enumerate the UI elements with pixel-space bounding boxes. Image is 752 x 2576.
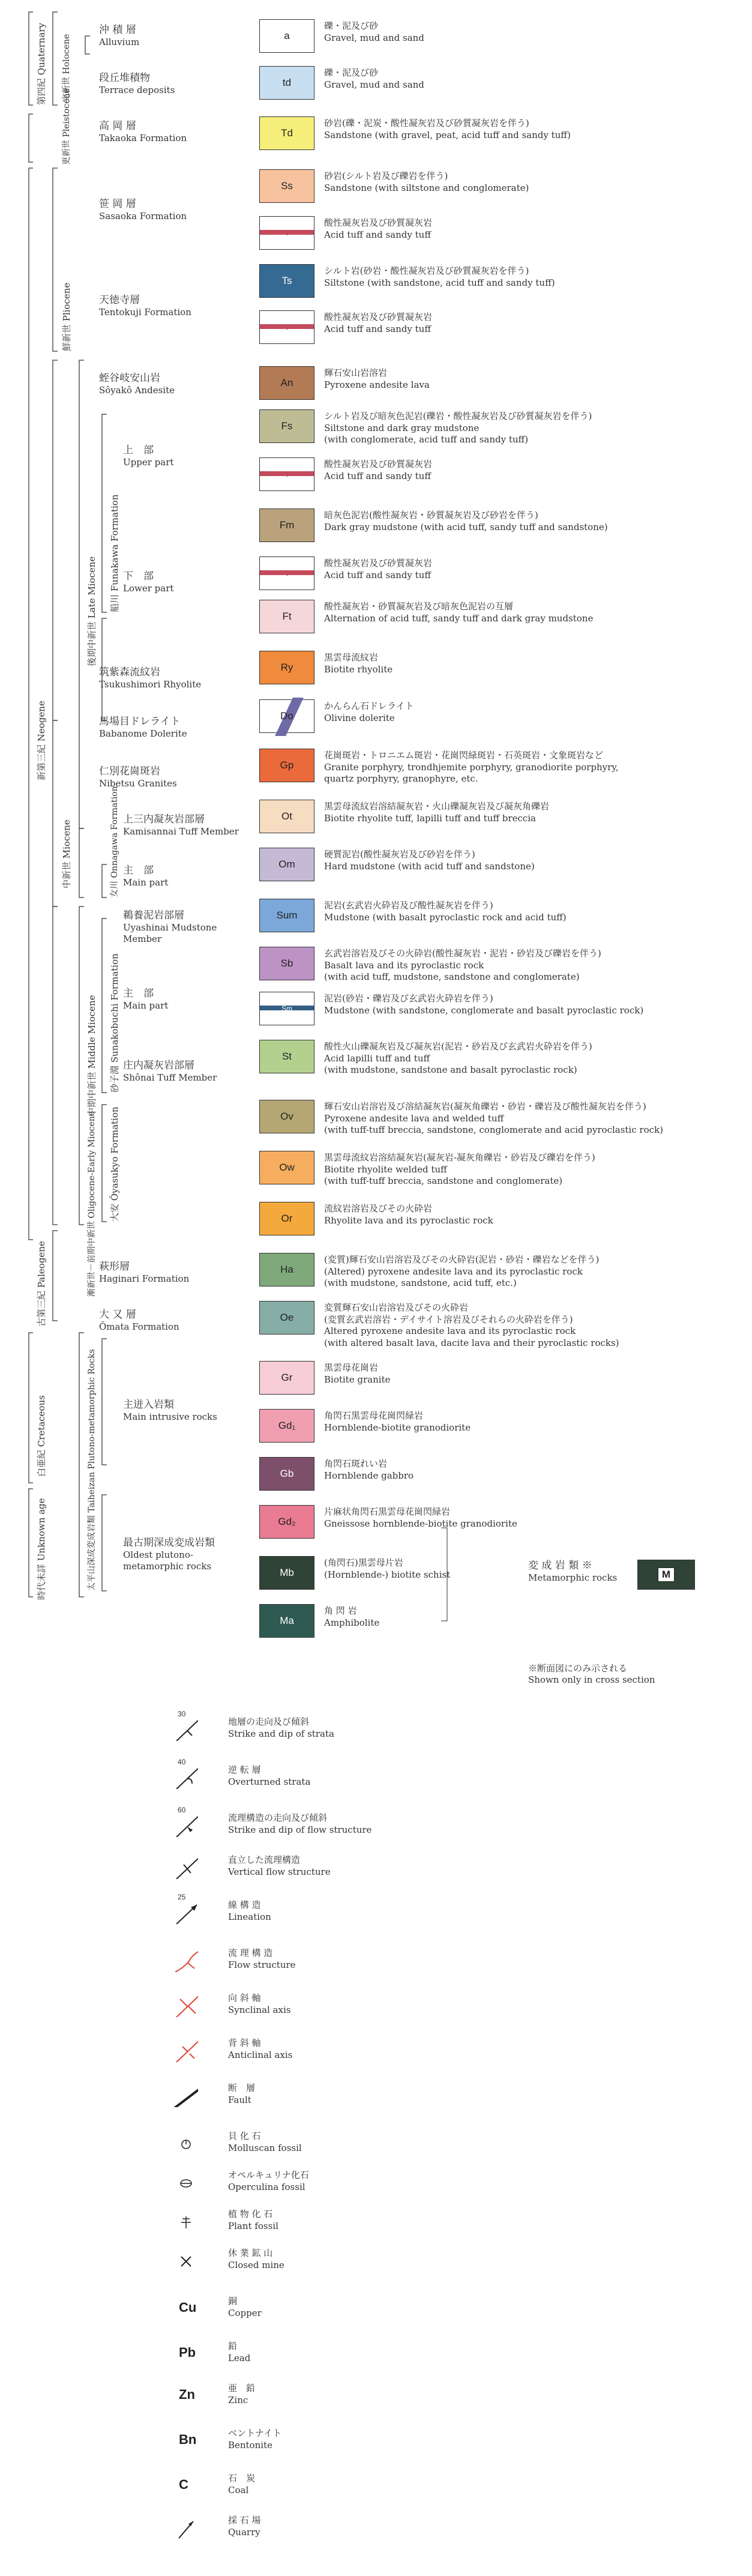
unit-desc-line: (with mudstone, sandstone and basalt pyroclastic rock) bbox=[324, 1064, 577, 1075]
synclinal-axis-icon bbox=[174, 1993, 198, 2017]
symbol-label-ja: 地層の走向及び傾斜 bbox=[228, 1716, 310, 1727]
unit-desc-line: 泥岩(玄武岩火砕岩及び酸性凝灰岩を伴う) bbox=[324, 900, 493, 911]
unit-code-Mb: Mb bbox=[280, 1567, 294, 1578]
fault-icon bbox=[174, 2083, 198, 2107]
symbol-label-en: Flow structure bbox=[228, 1959, 296, 1971]
symbol-dip-value: 25 bbox=[178, 1893, 186, 1901]
unit-box-Ow bbox=[259, 1151, 314, 1184]
unit-desc-line: (with acid tuff, mudstone, sandstone and conglomerate) bbox=[324, 971, 580, 982]
symbol-dip-value: 60 bbox=[178, 1806, 186, 1814]
unit-box-Fs bbox=[259, 409, 314, 443]
flow-structure-icon bbox=[174, 1948, 198, 1972]
symbol-label-ja: オペルキュリナ化石 bbox=[228, 2170, 309, 2180]
unit-desc-line: Hornblende gabbro bbox=[324, 1470, 414, 1481]
symbol-label bbox=[228, 2472, 255, 2497]
unit-desc-Do bbox=[324, 701, 414, 724]
unit-desc-line: Pyroxene andesite lava and welded tuff bbox=[324, 1112, 504, 1124]
unit-box-Sum bbox=[259, 899, 314, 932]
symbol-label-ja: 逆 転 層 bbox=[228, 1764, 261, 1775]
unit-code-Fm: Fm bbox=[279, 519, 295, 531]
unit-desc-line: Siltstone (with sandstone, acid tuff and sandy tuff) bbox=[324, 277, 555, 288]
unit-Gd2-name: 最古期深成変成岩類 Oldest plutono-metamorphic rocks bbox=[123, 1537, 215, 1572]
symbol-label bbox=[228, 1764, 310, 1788]
unit-desc-Mb bbox=[324, 1557, 450, 1581]
unit-desc-line: Acid tuff and sandy tuff bbox=[324, 229, 431, 240]
unit-box-Ss_t bbox=[259, 216, 314, 250]
unit-desc-td bbox=[324, 67, 424, 91]
unit-code-Ry: Ry bbox=[280, 662, 293, 673]
metamorphic-rocks-label: 変 成 岩 類 ※ Metamorphic rocks bbox=[528, 1560, 618, 1584]
unit-box-Gr bbox=[259, 1361, 314, 1395]
symbol-label-en: Molluscan fossil bbox=[228, 2143, 302, 2154]
unit-desc-line: (with mudstone, sandstone, acid tuff, etc.) bbox=[324, 1277, 517, 1288]
unit-box-Oe bbox=[259, 1301, 314, 1335]
symbol-label bbox=[228, 1812, 371, 1836]
symbol-label bbox=[228, 2082, 255, 2107]
unit-desc-Ts_t bbox=[324, 312, 432, 335]
unit-desc-line: Acid tuff and sandy tuff bbox=[324, 470, 431, 481]
unit-box-Ov bbox=[259, 1100, 314, 1133]
unit-desc-line: 輝石安山岩溶岩及び溶結凝灰岩(凝灰角礫岩・砂岩・礫岩及び酸性凝灰岩を伴う) bbox=[324, 1101, 646, 1112]
unit-desc-line: (角閃石)黒雲母片岩 bbox=[324, 1557, 403, 1568]
middle-miocene-label: 中期中新世 Middle Miocene bbox=[86, 995, 97, 1117]
symbol-label-en: Copper bbox=[228, 2308, 262, 2319]
symbol-label bbox=[228, 1947, 296, 1971]
zinc-icon: Zn bbox=[179, 2387, 195, 2402]
unit-desc-line: 礫・泥及び砂 bbox=[324, 67, 379, 78]
unit-code-Do: Do bbox=[280, 710, 293, 722]
symbol-label bbox=[228, 2130, 302, 2155]
unit-desc-Ma bbox=[324, 1605, 379, 1629]
unit-desc-line: Granite porphyry, trondhjemite porphyry, granodiorite porphyry, bbox=[324, 761, 619, 773]
unit-box-Gd2 bbox=[259, 1505, 314, 1539]
symbol-label bbox=[228, 2514, 261, 2539]
late-miocene-label: 後期中新世 Late Miocene bbox=[86, 556, 97, 666]
unit-code-Sum: Sum bbox=[276, 909, 298, 921]
unit-desc-line: 角 閃 岩 bbox=[324, 1605, 357, 1616]
unit-desc-line: (with tuff-tuff breccia, sandstone, conglomerate and acid pyroclastic rock) bbox=[324, 1124, 663, 1135]
paleogene-label: 古第三紀 Paleogene bbox=[36, 1241, 47, 1327]
unit-code-Gd2: Gd₂ bbox=[278, 1516, 296, 1527]
unit-desc-line: Gravel, mud and sand bbox=[324, 79, 424, 90]
unit-box-Ss bbox=[259, 169, 314, 203]
symbol-dip-value: 40 bbox=[178, 1758, 186, 1766]
unit-desc-line: 酸性凝灰岩及び砂質凝灰岩 bbox=[324, 217, 433, 228]
unit-desc-line: 暗灰色泥岩(酸性凝灰岩・砂質凝灰岩及び砂岩を伴う) bbox=[324, 510, 538, 520]
unit-code-Sb: Sb bbox=[280, 958, 293, 969]
unit-desc-Sb bbox=[324, 948, 601, 983]
unit-code-Fm_t: t bbox=[286, 569, 288, 578]
unit-desc-line: Sandstone (with gravel, peat, acid tuff and sandy tuff) bbox=[324, 129, 571, 140]
symbol-label-en: Bentonite bbox=[228, 2440, 272, 2451]
unit-Gp-name: 仁別花崗斑岩 Nibetsu Granites bbox=[99, 765, 177, 789]
unit-Ha-name: 萩形層 Haginari Formation bbox=[99, 1261, 190, 1285]
unit-code-Gb: Gb bbox=[280, 1468, 294, 1479]
holocene-label: 完新世 Holocene bbox=[62, 34, 71, 102]
unit-box-Gb bbox=[259, 1457, 314, 1491]
unit-desc-line: (変質玄武岩溶岩・デイサイト溶岩及びそれらの火砕岩を伴う) bbox=[324, 1314, 573, 1325]
symbol-label-en: Strike and dip of flow structure bbox=[228, 1824, 372, 1836]
unit-box-a bbox=[259, 19, 314, 53]
plant-fossil-icon bbox=[174, 2209, 198, 2233]
unit-desc-Or bbox=[324, 1203, 493, 1226]
flow-structure-strike-icon bbox=[174, 1813, 198, 1837]
symbol-label-ja: 線 構 造 bbox=[228, 1899, 261, 1910]
symbol-label-ja: 鉛 bbox=[228, 2341, 238, 2351]
unit-desc-Ot bbox=[324, 801, 549, 824]
unit-code-An: An bbox=[280, 377, 293, 388]
unit-box-Gp bbox=[259, 749, 314, 782]
unit-desc-line: (with conglomerate, acid tuff and sandy tuff) bbox=[324, 434, 529, 445]
unit-desc-line: Acid tuff and sandy tuff bbox=[324, 569, 431, 581]
unit-desc-Ts bbox=[324, 265, 555, 289]
unit-desc-line: 花崗斑岩・トロニエム斑岩・花崗閃緑斑岩・石英斑岩・文象斑岩など bbox=[324, 750, 604, 761]
symbol-label bbox=[228, 2340, 250, 2365]
unit-box-Fm_t bbox=[259, 557, 314, 590]
unit-desc-Ry bbox=[324, 652, 393, 675]
cretaceous-label: 白亜紀 Cretaceous bbox=[36, 1395, 47, 1477]
unit-desc-Oe bbox=[324, 1302, 619, 1349]
unit-box-Ma bbox=[259, 1604, 314, 1638]
symbol-label bbox=[228, 2427, 281, 2452]
unit-code-a: a bbox=[284, 30, 290, 41]
unit-desc-a bbox=[324, 20, 424, 44]
unit-desc-line: 輝石安山岩溶岩 bbox=[324, 367, 388, 378]
symbol-label-ja: 亜 鉛 bbox=[228, 2383, 256, 2394]
unit-desc-line: Mudstone (with basalt pyroclastic rock and acid tuff) bbox=[324, 911, 567, 923]
unit-desc-Ss bbox=[324, 170, 529, 194]
unit-code-Oe: Oe bbox=[280, 1312, 294, 1323]
symbol-label-en: Lead bbox=[228, 2353, 251, 2364]
unit-desc-Gd2 bbox=[324, 1506, 517, 1530]
unit-desc-Td bbox=[324, 118, 571, 141]
lineation-icon bbox=[174, 1900, 198, 1924]
unit-desc-An bbox=[324, 367, 430, 391]
unit-desc-line: (Hornblende-) biotite schist bbox=[324, 1569, 451, 1580]
symbol-label-ja: 直立した流理構造 bbox=[228, 1854, 301, 1865]
unit-desc-line: 黒雲母流紋岩溶結凝灰岩(凝灰岩-凝灰角礫岩・砂岩及び礫岩を伴う) bbox=[324, 1152, 595, 1163]
pleistocene-label: 更新世 Pleistocene bbox=[62, 88, 71, 165]
lead-icon: Pb bbox=[179, 2345, 196, 2360]
unit-desc-Fm bbox=[324, 510, 608, 533]
unit-box-Gd1 bbox=[259, 1409, 314, 1443]
unit-desc-line: Biotite rhyolite tuff, lapilli tuff and tuff breccia bbox=[324, 812, 536, 824]
unit-box-Ha bbox=[259, 1253, 314, 1286]
unit-desc-line: 硬質泥岩(酸性凝灰岩及び砂岩を伴う) bbox=[324, 849, 475, 860]
unit-Do-name: 馬場目ドレライト Babanome Dolerite bbox=[99, 716, 187, 740]
plutonic-complex-label: 太平山深成変成岩類 Taiheizan Plutono-metamorphic Rocks bbox=[87, 1349, 97, 1591]
funakawa-label: 船川 Funakawa Formation bbox=[109, 494, 120, 612]
pliocene-label: 鮮新世 Pliocene bbox=[61, 282, 72, 351]
unit-box-Sm bbox=[259, 992, 314, 1025]
sunakobuchi-label: 砂子淵 Sunakobuchi Formation bbox=[109, 953, 120, 1093]
symbol-label-ja: 採 石 場 bbox=[228, 2515, 261, 2526]
unit-desc-line: Amphibolite bbox=[324, 1617, 380, 1628]
unit-desc-line: かんらん石ドレライト bbox=[324, 701, 414, 711]
symbol-label-ja: 流理構造の走向及び傾斜 bbox=[228, 1812, 328, 1823]
symbol-label-en: Coal bbox=[228, 2485, 249, 2496]
symbol-label-en: Quarry bbox=[228, 2527, 260, 2538]
symbol-label-ja: 断 層 bbox=[228, 2083, 256, 2093]
unit-td-name: 段丘堆積物 Terrace deposits bbox=[99, 72, 175, 96]
unit-An-name: 蛭谷岐安山岩 Sôyakô Andesite bbox=[99, 372, 175, 396]
copper-icon: Cu bbox=[179, 2300, 197, 2315]
unit-code-Sm: Sm bbox=[281, 1004, 292, 1013]
unit-Ss-name: 笹 岡 層 Sasaoka Formation bbox=[99, 198, 187, 222]
unit-Ot-name: 上三内凝灰岩部層 Kamisannai Tuff Member bbox=[123, 813, 239, 837]
unit-desc-Gd1 bbox=[324, 1410, 471, 1434]
unit-desc-line: 流紋岩溶岩及びその火砕岩 bbox=[324, 1203, 433, 1214]
metamorphic-rocks-box: M bbox=[637, 1560, 695, 1590]
unit-desc-line: 玄武岩溶岩及びその火砕岩(酸性凝灰岩・泥岩・砂岩及び礫岩を伴う) bbox=[324, 948, 601, 959]
unit-desc-line: 酸性凝灰岩・砂質凝灰岩及び暗灰色泥岩の互層 bbox=[324, 601, 514, 612]
unit-desc-line: Alternation of acid tuff, sandy tuff and dark gray mudstone bbox=[324, 612, 594, 624]
unit-Sb-name: 主 部 Main part bbox=[123, 988, 169, 1012]
unit-box-Mb bbox=[259, 1556, 314, 1590]
unit-desc-line: Hornblende-biotite granodiorite bbox=[324, 1422, 471, 1433]
unit-desc-line: 泥岩(砂岩・礫岩及び玄武岩火砕岩を伴う) bbox=[324, 993, 493, 1004]
unit-desc-line: Basalt lava and its pyroclastic rock bbox=[324, 959, 484, 971]
symbol-label-en: Anticlinal axis bbox=[228, 2050, 293, 2061]
unit-desc-line: Acid tuff and sandy tuff bbox=[324, 323, 431, 334]
unit-code-Ot: Ot bbox=[281, 810, 292, 822]
unit-code-Ts: Ts bbox=[281, 275, 292, 286]
unit-desc-Ow bbox=[324, 1152, 595, 1187]
unit-box-Td bbox=[259, 116, 314, 150]
unit-desc-Sm bbox=[324, 993, 643, 1016]
unit-code-Ft: Ft bbox=[282, 611, 292, 622]
symbol-label-ja: 貝 化 石 bbox=[228, 2131, 261, 2141]
unit-desc-line: 黒雲母流紋岩溶結凝灰岩・火山礫凝灰岩及び凝灰角礫岩 bbox=[324, 801, 550, 812]
oyasukyo-label: 大安 Ôyasukyo Formation bbox=[109, 1106, 120, 1222]
unit-desc-line: シルト岩(砂岩・酸性凝灰岩及び砂質凝灰岩を伴う) bbox=[324, 265, 529, 276]
unit-desc-line: 角閃石黒雲母花崗閃緑岩 bbox=[324, 1410, 424, 1421]
unit-code-Ha: Ha bbox=[280, 1264, 293, 1275]
symbol-label-en: Vertical flow structure bbox=[228, 1866, 331, 1878]
unit-box-Or bbox=[259, 1202, 314, 1235]
unit-box-Ot bbox=[259, 800, 314, 833]
unit-code-Ov: Ov bbox=[280, 1111, 293, 1122]
overturned-strata-icon bbox=[174, 1765, 198, 1789]
symbol-label-en: Operculina fossil bbox=[228, 2182, 305, 2193]
symbol-label-en: Lineation bbox=[228, 1911, 271, 1923]
unit-code-Ts_t: t bbox=[286, 323, 288, 331]
unit-code-Ss: Ss bbox=[281, 180, 293, 192]
unit-desc-Gb bbox=[324, 1458, 414, 1482]
unit-desc-Sum bbox=[324, 900, 567, 923]
unit-desc-line: (変質)輝石安山岩溶岩及びその火砕岩(泥岩・砂岩・礫岩などを伴う) bbox=[324, 1254, 600, 1265]
miocene-label: 中新世 Miocene bbox=[61, 819, 72, 888]
operculina-fossil-icon bbox=[174, 2170, 198, 2194]
unit-box-Sb bbox=[259, 947, 314, 980]
symbol-label-ja: 植 物 化 石 bbox=[228, 2209, 273, 2219]
symbol-label bbox=[228, 2382, 255, 2407]
unit-desc-line: Biotite granite bbox=[324, 1374, 391, 1385]
unit-desc-line: Gneissose hornblende-biotite granodiorite bbox=[324, 1518, 517, 1529]
unit-desc-Fs_t bbox=[324, 459, 432, 482]
unit-Ry-name: 筑紫森流紋岩 Tsukushimori Rhyolite bbox=[99, 666, 202, 690]
unit-Oe-name: 大 又 層 Ômata Formation bbox=[99, 1309, 179, 1333]
unit-desc-line: Rhyolite lava and its pyroclastic rock bbox=[324, 1214, 493, 1226]
symbol-dip-value: 30 bbox=[178, 1710, 186, 1718]
symbol-label bbox=[228, 1716, 334, 1740]
unit-box-Ry bbox=[259, 651, 314, 684]
unit-Om-name: 主 部 Main part bbox=[123, 864, 169, 888]
symbol-label-en: Plant fossil bbox=[228, 2221, 278, 2232]
unit-desc-line: 黒雲母花崗岩 bbox=[324, 1362, 379, 1373]
unit-desc-line: 砂岩(礫・泥炭・酸性凝灰岩及び砂質凝灰岩を伴う) bbox=[324, 118, 529, 128]
symbol-label bbox=[228, 2208, 278, 2233]
unit-box-Fs_t bbox=[259, 457, 314, 491]
symbol-label-en: Zinc bbox=[228, 2395, 248, 2406]
unit-desc-Fm_t bbox=[324, 558, 432, 581]
symbol-label bbox=[228, 2037, 292, 2062]
symbol-label-ja: 背 斜 軸 bbox=[228, 2038, 261, 2048]
unit-code-Om: Om bbox=[278, 858, 295, 870]
unit-code-Fs: Fs bbox=[281, 420, 293, 432]
unit-desc-Gp bbox=[324, 750, 619, 785]
quaternary-label: 第四紀 Quaternary bbox=[36, 23, 47, 105]
symbol-label-ja: 流 理 構 造 bbox=[228, 1947, 273, 1958]
unit-box-Om bbox=[259, 848, 314, 881]
unit-code-St: St bbox=[281, 1051, 292, 1062]
vertical-flow-icon bbox=[174, 1855, 198, 1879]
unit-desc-line: Siltstone and dark gray mudstone bbox=[324, 422, 480, 433]
symbol-label-ja: ベントナイト bbox=[228, 2428, 281, 2439]
closed-mine-icon bbox=[174, 2248, 198, 2272]
coal-icon: C bbox=[179, 2477, 188, 2492]
neogene-label: 新第三紀 Neogene bbox=[36, 701, 47, 780]
unit-Fm-name: 下 部 Lower part bbox=[123, 570, 174, 594]
unit-desc-line: 礫・泥及び砂 bbox=[324, 20, 379, 31]
unit-desc-line: Biotite rhyolite welded tuff bbox=[324, 1163, 447, 1175]
unit-desc-line: シルト岩及び暗灰色泥岩(礫岩・酸性凝灰岩及び砂質凝灰岩を伴う) bbox=[324, 411, 592, 421]
unit-code-Gd1: Gd₁ bbox=[278, 1420, 296, 1431]
unit-desc-Ft bbox=[324, 601, 593, 624]
unit-box-St bbox=[259, 1040, 314, 1073]
unit-code-Td: Td bbox=[281, 127, 293, 139]
unit-desc-line: Acid lapilli tuff and tuff bbox=[324, 1052, 430, 1064]
unit-desc-line: 酸性凝灰岩及び砂質凝灰岩 bbox=[324, 312, 433, 322]
unit-desc-line: Biotite rhyolite bbox=[324, 663, 393, 675]
symbol-label-ja: 石 炭 bbox=[228, 2473, 256, 2484]
symbol-label bbox=[228, 1854, 331, 1878]
oligo-early-miocene-label: 漸新世－前期中新世 Oligocene-Early Miocene bbox=[87, 1111, 97, 1297]
unit-desc-line: Gravel, mud and sand bbox=[324, 32, 424, 43]
symbol-label bbox=[228, 1899, 271, 1923]
unit-desc-line: Olivine dolerite bbox=[324, 712, 395, 723]
unit-code-Ma: Ma bbox=[280, 1615, 294, 1626]
unit-box-Ft bbox=[259, 600, 314, 633]
unit-code-Gr: Gr bbox=[281, 1372, 293, 1383]
unit-desc-line: Dark gray mudstone (with acid tuff, sandy tuff and sandstone) bbox=[324, 521, 608, 532]
unit-desc-line: (Altered) pyroxene andesite lava and its pyroclastic rock bbox=[324, 1265, 583, 1277]
unit-box-Fm bbox=[259, 508, 314, 542]
unit-desc-line: 角閃石斑れい岩 bbox=[324, 1458, 388, 1469]
unit-Ts-name: 天徳寺層 Tentokuji Formation bbox=[99, 294, 191, 318]
unit-box-Ts bbox=[259, 264, 314, 298]
symbol-label bbox=[228, 2169, 309, 2194]
unit-desc-line: Pyroxene andesite lava bbox=[324, 379, 430, 390]
symbol-label-en: Fault bbox=[228, 2095, 251, 2106]
symbol-label-en: Overturned strata bbox=[228, 1776, 311, 1788]
unit-code-Or: Or bbox=[281, 1213, 293, 1224]
bentonite-icon: Bn bbox=[179, 2432, 197, 2447]
unit-desc-Fs bbox=[324, 411, 592, 446]
strike-dip-strata-icon bbox=[174, 1717, 198, 1741]
unit-code-Ow: Ow bbox=[279, 1162, 295, 1173]
unit-desc-line: 砂岩(シルト岩及び礫岩を伴う) bbox=[324, 170, 448, 181]
unit-desc-Ss_t bbox=[324, 217, 432, 241]
unit-desc-line: Altered pyroxene andesite lava and its pyroclastic rock bbox=[324, 1326, 576, 1336]
symbol-label-ja: 銅 bbox=[228, 2296, 238, 2306]
cross-section-note: ※断面図にのみ示される Shown only in cross section bbox=[528, 1663, 655, 1685]
unit-desc-line: (with tuff-tuff breccia, sandstone and conglomerate) bbox=[324, 1175, 563, 1186]
unit-desc-line: 変質輝石安山岩溶岩及びその火砕岩 bbox=[324, 1302, 469, 1313]
unit-box-An bbox=[259, 366, 314, 400]
symbol-label bbox=[228, 2295, 262, 2320]
symbol-label-en: Synclinal axis bbox=[228, 2004, 291, 2016]
unit-Fs-name: 上 部 Upper part bbox=[123, 444, 174, 468]
unit-desc-Om bbox=[324, 849, 535, 872]
unit-St-name: 庄内凝灰岩部層 Shônai Tuff Member bbox=[123, 1060, 217, 1084]
unit-code-Gp: Gp bbox=[280, 759, 294, 771]
symbol-label-ja: 向 斜 軸 bbox=[228, 1992, 261, 2003]
unit-Td-name: 高 岡 層 Takaoka Formation bbox=[99, 120, 187, 144]
unit-desc-Ha bbox=[324, 1254, 599, 1290]
unknown-age-label: 時代未詳 Unknown age bbox=[36, 1498, 47, 1600]
unit-desc-line: Hard mudstone (with acid tuff and sandstone) bbox=[324, 860, 535, 872]
quarry-icon bbox=[174, 2515, 198, 2539]
unit-box-td bbox=[259, 66, 314, 100]
unit-Sum-name: 鵜養泥岩部層 Uyashinai Mudstone Member bbox=[123, 909, 217, 944]
unit-desc-line: 黒雲母流紋岩 bbox=[324, 652, 379, 663]
unit-box-Ts_t bbox=[259, 310, 314, 344]
unit-desc-St bbox=[324, 1041, 592, 1076]
unit-desc-line: Mudstone (with sandstone, conglomerate and basalt pyroclastic rock) bbox=[324, 1004, 644, 1016]
unit-desc-line: Sandstone (with siltstone and conglomerate) bbox=[324, 182, 529, 193]
symbol-label bbox=[228, 1992, 290, 2016]
unit-desc-line: 酸性凝灰岩及び砂質凝灰岩 bbox=[324, 558, 433, 569]
unit-desc-line: 酸性火山礫凝灰岩及び凝灰岩(泥岩・砂岩及び玄武岩火砕岩を伴う) bbox=[324, 1041, 592, 1052]
unit-box-Do bbox=[259, 699, 314, 733]
symbol-label bbox=[228, 2247, 284, 2272]
unit-desc-line: (with altered basalt lava, dacite lava and their pyroclastic rocks) bbox=[324, 1337, 619, 1348]
anticlinal-axis-icon bbox=[174, 2038, 198, 2062]
unit-desc-line: 片麻状角閃石黒雲母花崗閃緑岩 bbox=[324, 1506, 451, 1517]
unit-Gr-name: 主迸入岩類 Main intrusive rocks bbox=[123, 1399, 217, 1423]
unit-code-Fs_t: t bbox=[286, 470, 288, 478]
molluscan-fossil-icon bbox=[174, 2131, 198, 2155]
unit-a-name: 沖 積 層 Alluvium bbox=[99, 24, 140, 48]
symbol-label-en: Strike and dip of strata bbox=[228, 1728, 334, 1740]
unit-desc-Gr bbox=[324, 1362, 390, 1386]
unit-desc-Ov bbox=[324, 1101, 663, 1136]
onnagawa-label: 女川 Onnagawa Formation bbox=[110, 786, 119, 897]
symbol-label-ja: 休 業 鉱 山 bbox=[228, 2248, 273, 2258]
unit-code-td: td bbox=[282, 77, 292, 88]
unit-desc-line: quartz porphyry, granophyre, etc. bbox=[324, 773, 478, 784]
unit-code-Ss_t: t bbox=[286, 229, 288, 237]
symbol-label-en: Closed mine bbox=[228, 2260, 284, 2271]
unit-desc-line: 酸性凝灰岩及び砂質凝灰岩 bbox=[324, 459, 433, 469]
